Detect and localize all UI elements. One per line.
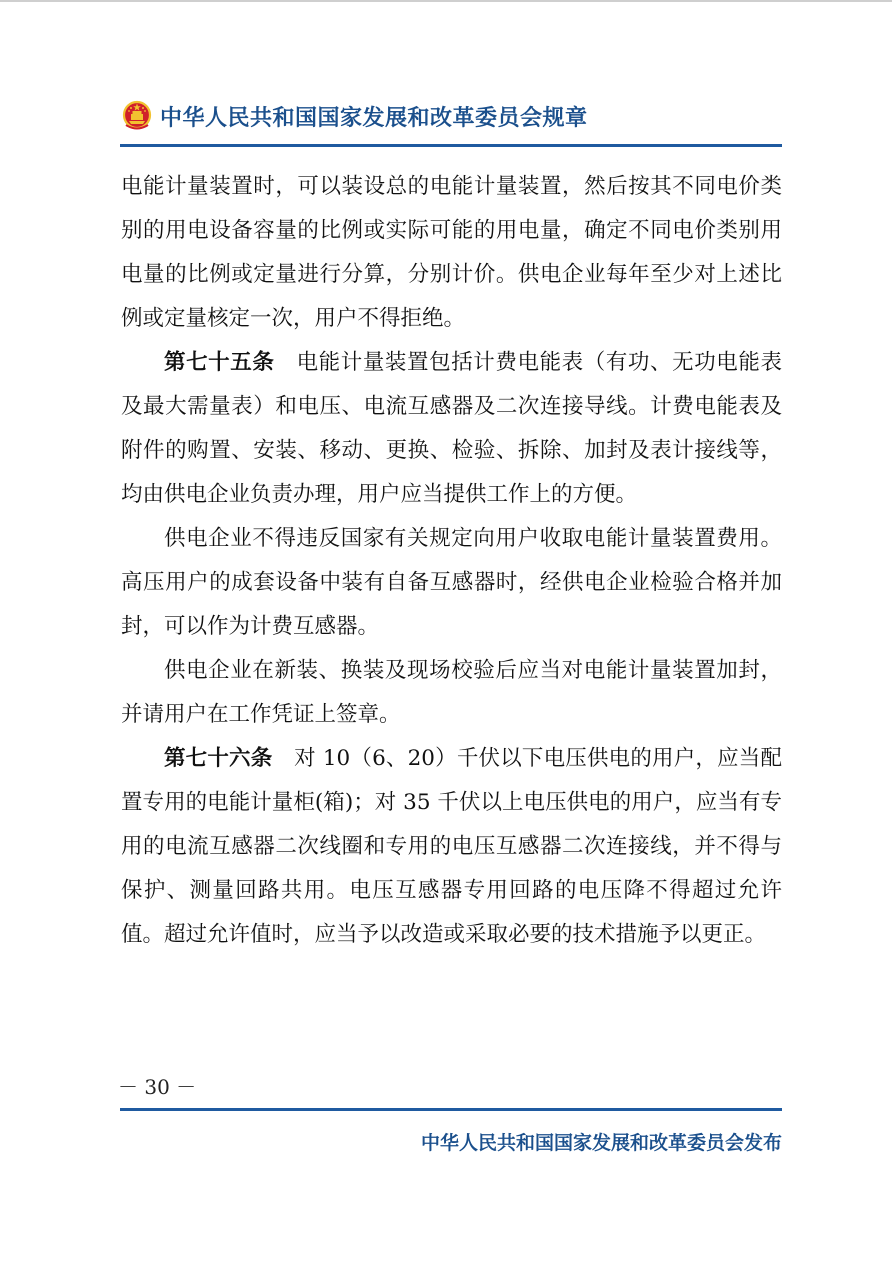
document-header [120,96,782,136]
article-75-text: 电能计量装置包括计费电能表（有功、无功电能表及最大需量表）和电压、电流互感器及二次连接导线。计费电能表及附件的购置、安装、移动、更换、检验、拆除、加封及表计接线等，均由供电企业负责办理，用户应当提供工作上的方便。 [121,350,782,507]
article-75-paragraph-3: 供电企业在新装、换装及现场校验后应当对电能计量装置加封，并请用户在工作凭证上签章。 [121,658,782,727]
national-emblem-icon [120,99,154,133]
footer-publisher: 中华人民共和国国家发展和改革委员会发布 [420,1132,782,1154]
article-75 [121,341,782,517]
page-top-edge [0,0,892,2]
article-75-paragraph-2: 供电企业不得违反国家有关规定向用户收取电能计量装置费用。高压用户的成套设备中装有自备互感器时，经供电企业检验合格并加封，可以作为计费互感器。 [121,526,782,639]
article-76 [121,737,782,957]
article-76-heading: 第七十六条 [164,746,273,771]
footer-divider [120,1108,782,1111]
page-number: － 30 － [118,1075,197,1099]
header-title: 中华人民共和国国家发展和改革委员会规章 [160,105,588,131]
header-divider [120,144,782,147]
article-76-text: 对 10（6、20）千伏以下电压供电的用户，应当配置专用的电能计量柜(箱)；对 35 千伏以上电压供电的用户，应当有专用的电流互感器二次线圈和专用的电压互感器二次连接线，并不得与保护、测量回路共用。电压互感器专用回路的电压降不得超过允许值。超过允许值时，应当予以改造或采取必要的技术措施予以更正。 [121,746,782,947]
paragraph-continuation: 电能计量装置时，可以装设总的电能计量装置，然后按其不同电价类别的用电设备容量的比例或实际可能的用电量，确定不同电价类别用电量的比例或定量进行分算，分别计价。供电企业每年至少对上述比例或定量核定一次，用户不得拒绝。 [121,174,782,331]
article-75-heading: 第七十五条 [164,350,275,375]
document-body [121,165,782,957]
